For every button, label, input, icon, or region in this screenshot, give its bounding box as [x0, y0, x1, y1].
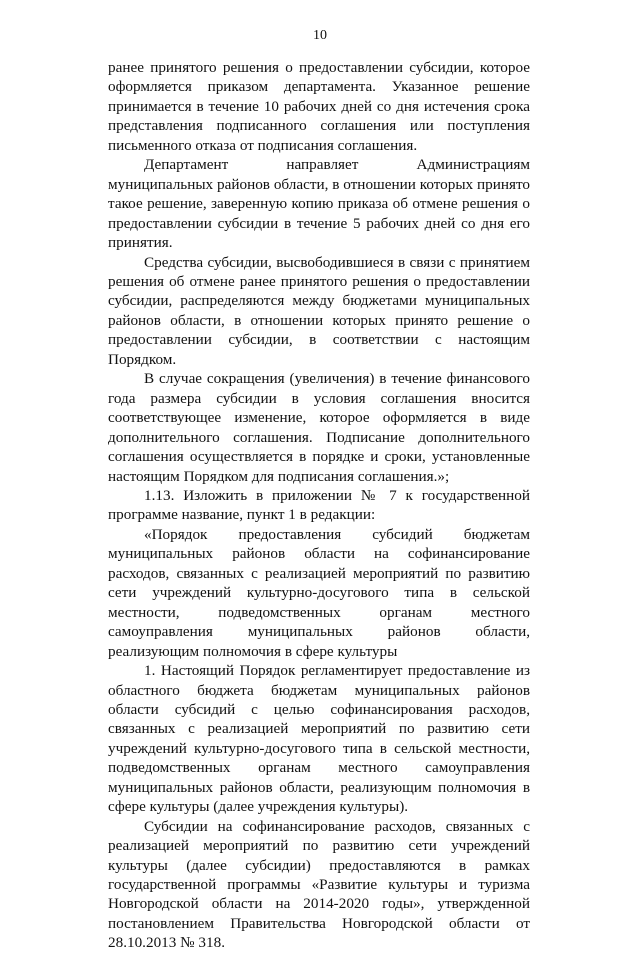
document-body — [108, 58, 530, 953]
paragraph-amendment-1-13: 1.13. Изложить в приложении № 7 к государственной программе название, пункт 1 в редакции: — [108, 486, 530, 524]
page-number: 10 — [313, 28, 327, 43]
paragraph-continuation: ранее принятого решения о предоставлении субсидии, которое оформляется приказом департамента. Указанное решение принимается в течение 10 рабочих дней со дня истечения срока представления подписанного соглашения или поступления письменного отказа от подписания соглашения. — [108, 59, 530, 154]
paragraph-notification: Департамент направляет Администрациям муниципальных районов области, в отношении которых принято такое решение, заверенную копию приказа об отмене решения о предоставлении субсидии в течение 5 рабочих дней со дня его принятия. — [108, 156, 530, 252]
paragraph-subsidies-program: Субсидии на софинансирование расходов, связанных с реализацией мероприятий по развитию сети учреждений культуры (далее субсидии) предоставляются в рамках государственной программы «Развитие культуры и туризма Новгородской области на 2014-2020 годы», утвержденной постановлением Правительства Новгородской области от 28.10.2013 № 318. — [108, 817, 530, 952]
paragraph-procedure-title: «Порядок предоставления субсидий бюджетам муниципальных районов области на софинансирование расходов, связанных с реализацией мероприятий по развитию сети учреждений культурно-досугового типа в сельской местности, подведомственных органам местного самоуправления муниципальных районов области, реализующим полномочия в сфере культуры — [108, 525, 530, 660]
paragraph-point-1: 1. Настоящий Порядок регламентирует предоставление из областного бюджета бюджетам муниципальных районов области субсидий с целью софинансирования расходов, связанных с реализацией мероприятий по развитию сети учреждений культурно-досугового типа в сельской местности, подведомственных органам местного самоуправления муниципальных районов области, реализующим полномочия в сфере культуры (далее учреждения культуры). — [108, 662, 530, 816]
paragraph-subsidy-change: В случае сокращения (увеличения) в течение финансового года размера субсидии в условия соглашения вносится соответствующее изменение, которое оформляется в виде дополнительного соглашения. Подписание дополнительного соглашения осуществляется в порядке и сроки, установленные настоящим Порядком для подписания соглашения.»; — [108, 370, 530, 485]
paragraph-funds-redistribution: Средства субсидии, высвободившиеся в связи с принятием решения об отмене ранее принятого решения о предоставлении субсидии, распределяются между бюджетами муниципальных районов области, в отношении которых принято решение о предоставлении субсидии, в соответствии с настоящим Порядком. — [108, 253, 530, 368]
